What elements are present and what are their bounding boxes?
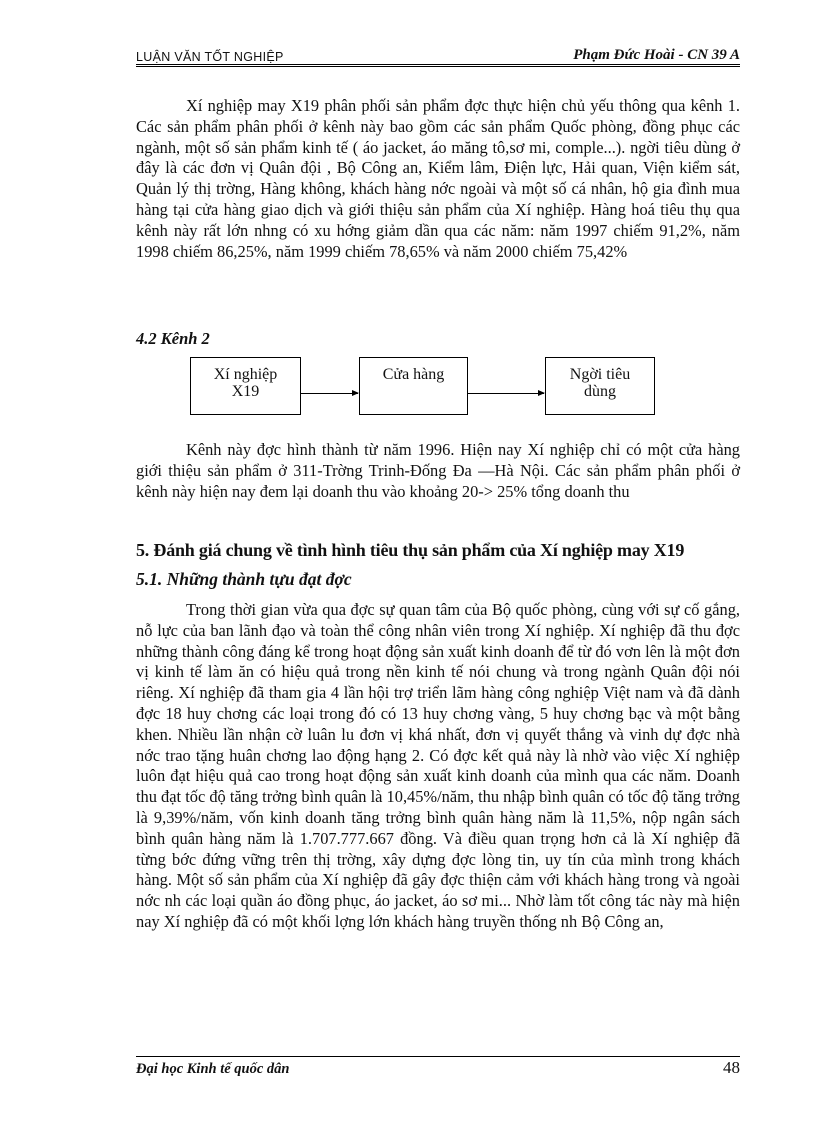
university-label: Đại học Kinh tế quốc dân bbox=[136, 1061, 290, 1077]
box-label: Cửa hàng bbox=[382, 366, 445, 383]
box-label: Xí nghiệp bbox=[213, 366, 278, 383]
diagram-box-enterprise bbox=[190, 357, 301, 415]
heading-section-5: 5. Đánh giá chung về tình hình tiêu thụ sản phẩm của Xí nghiệp may X19 bbox=[136, 540, 685, 560]
page-header bbox=[136, 44, 740, 66]
thesis-label: LUẬN VĂN TỐT NGHIỆP bbox=[136, 50, 284, 64]
author-label: Phạm Đức Hoài - CN 39 A bbox=[573, 47, 740, 63]
paragraph-channel-1: Xí nghiệp may X19 phân phối sản phẩm đợc thực hiện chủ yếu thông qua kênh 1. Các sản phẩm phân phối ở kênh này bao gồm các sản phẩm Quốc phòng, đồng phục các ngành, một số sản phẩm kinh tế ( áo jacket, áo măng tô,sơ mi, comple...). ngời tiêu dùng ở đây là các đơn vị Quân đội , Bộ Công an, Kiểm lâm, Điện lực, Hải quan, Viện kiểm sát, Quản lý thị trờng, Hàng không, khách hàng nớc ngoài và một số cá nhân, hộ gia đình mua hàng tại cửa hàng giao dịch và giới thiệu sản phẩm của Xí nghiệp. Hàng hoá tiêu thụ qua kênh này rất lớn nhng có xu hớng giảm dần qua các năm: năm 1997 chiếm 91,2%, năm 1998 chiếm 86,25%, năm 1999 chiếm 78,65% và năm 2000 chiếm 75,42% bbox=[136, 96, 740, 261]
heading-section-5-1: 5.1. Những thành tựu đạt đợc bbox=[136, 569, 352, 589]
box-label: Ngời tiêu bbox=[569, 366, 631, 383]
footer-rule bbox=[136, 1056, 740, 1057]
box-label: X19 bbox=[231, 383, 260, 400]
page-number: 48 bbox=[723, 1058, 740, 1077]
heading-kenh-2: 4.2 Kênh 2 bbox=[136, 329, 210, 348]
arrow-right-icon bbox=[301, 393, 358, 394]
arrow-right-icon bbox=[468, 393, 544, 394]
diagram-box-consumer bbox=[545, 357, 655, 415]
paragraph-achievements: Trong thời gian vừa qua đợc sự quan tâm của Bộ quốc phòng, cùng với sự cố gắng, nỗ lực của ban lãnh đạo và toàn thể công nhân viên trong Xí nghiệp. Xí nghiệp đã thu đợc những thành công đáng kể trong hoạt động sản xuất kinh doanh để từ đó vơn lên là một đơn vị kinh tế làm ăn có hiệu quả trong nền kinh tế nói chung và trong ngành Quân đội nói riêng. Xí nghiệp đã tham gia 4 lần hội trợ triển lãm hàng công nghiệp Việt nam và đã dành đợc 18 huy chơng các loại trong đó có 13 huy chơng vàng, 5 huy chơng bạc và một bằng khen. Nhiều lần nhận cờ luân lu đơn vị khá nhất, đơn vị quyết thắng và vinh dự đợc nhà nớc trao tặng huân chơng lao động hạng 2. Có đợc kết quả này là nhờ vào việc Xí nghiệp luôn đạt hiệu quả cao trong hoạt động sản xuất kinh doanh của mình qua các năm. Doanh thu đạt tốc độ tăng trởng bình quân là 10,45%/năm, thu nhập bình quân có tốc độ tăng trởng là 9,39%/năm, vốn kinh doanh tăng trởng bình quân hàng năm là 11,5%, nộp ngân sách bình quân hàng năm là 1.707.777.667 đồng. Và điều quan trọng hơn cả là Xí nghiệp đã từng bớc đứng vững trên thị trờng, xây dựng đợc lòng tin, uy tín của mình trong khách hàng. Một số sản phẩm của Xí nghiệp đã gây đợc thiện cảm với khách hàng trong và ngoài nớc nh các loại quần áo đồng phục, áo jacket, áo sơ mi... Nhờ làm tốt công tác này mà hiện nay Xí nghiệp đã có một khối lợng lớn khách hàng truyền thống nh Bộ Công an, bbox=[136, 600, 740, 931]
header-rule bbox=[136, 64, 740, 67]
diagram-box-store bbox=[359, 357, 468, 415]
paragraph-channel-2: Kênh này đợc hình thành từ năm 1996. Hiện nay Xí nghiệp chỉ có một cửa hàng giới thiệu sản phẩm ở 311-Trờng Trinh-Đống Đa —Hà Nội. Các sản phẩm phân phối ở kênh này hiện nay đem lại doanh thu vào khoảng 20-> 25% tổng doanh thu bbox=[136, 440, 740, 501]
box-label: dùng bbox=[584, 383, 616, 400]
